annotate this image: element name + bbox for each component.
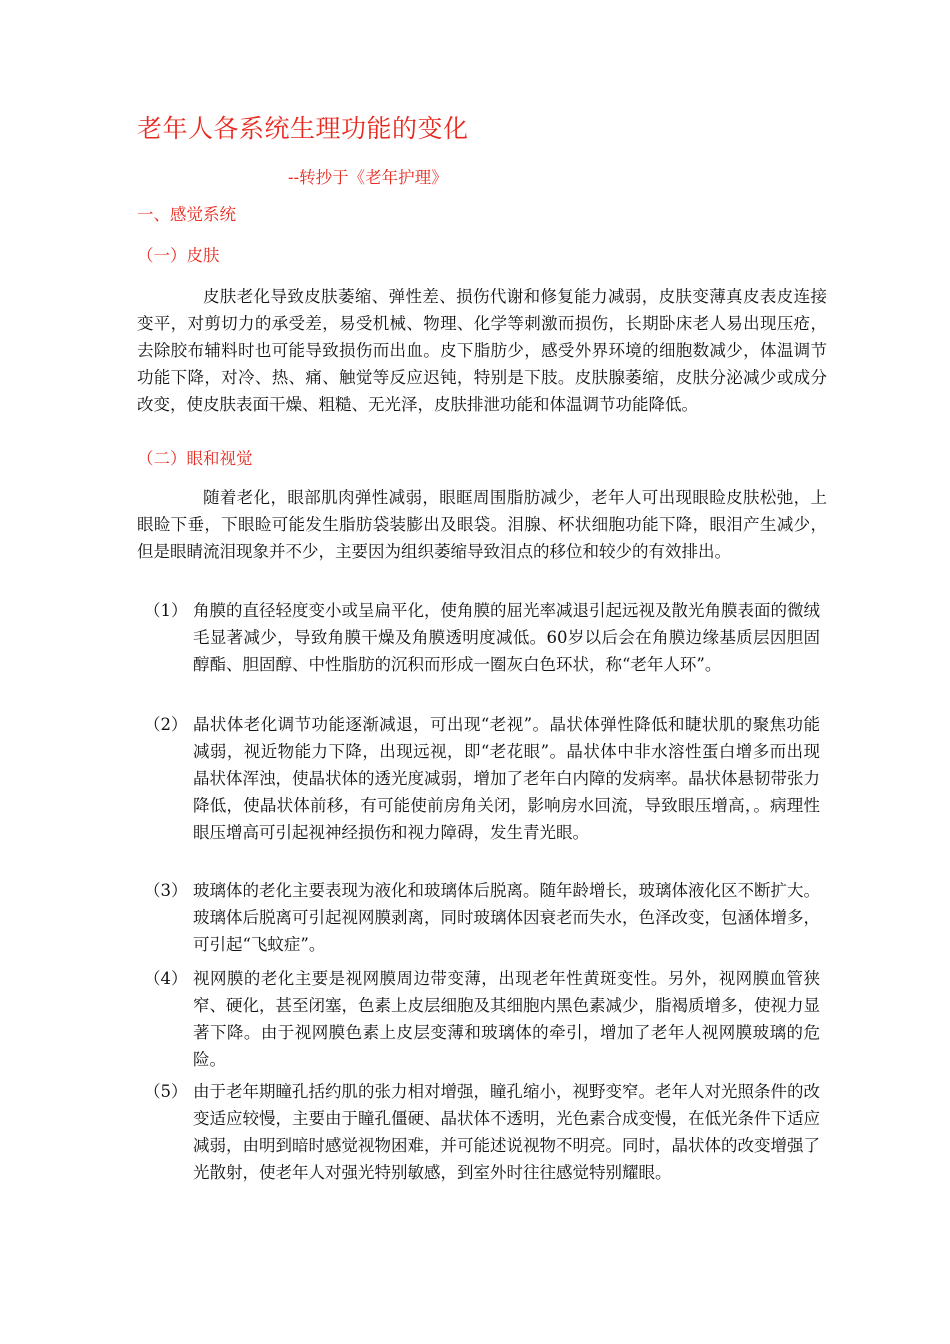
paragraph-eye: 随着老化，眼部肌肉弹性减弱，眼眶周围脂肪减少，老年人可出现眼睑皮肤松弛，上眼睑下垂，下眼睑可能发生脂肪袋装膨出及眼袋。泪腺、杯状细胞功能下降，眼泪产生减少，但是眼睛流泪现象并不少，主要因为组织萎缩导致泪点的移位和较少的有效排出。 [137, 488, 827, 561]
list-item-text: 晶状体老化调节功能逐渐减退，可出现“老视”。晶状体弹性降低和睫状肌的聚焦功能减弱，视近物能力下降，出现远视，即“老花眼”。晶状体中非水溶性蛋白增多而出现晶状体浑浊，使晶状体的透光度减弱，增加了老年白内障的发病率。晶状体悬韧带张力降低，使晶状体前移，有可能使前房角关闭，影响房水回流，导致眼压增高，。病理性眼压增高可引起视神经损伤和视力障碍，发生青光眼。 [193, 715, 820, 842]
list-item-text: 由于老年期瞳孔括约肌的张力相对增强，瞳孔缩小，视野变窄。老年人对光照条件的改变适应较慢，主要由于瞳孔僵硬、晶状体不透明，光色素合成变慢，在低光条件下适应减弱，由明到暗时感觉视物困难，并可能述说视物不明亮。同时，晶状体的改变增强了光散射，使老年人对强光特别敏感，到室外时往往感觉特别耀眼。 [193, 1082, 820, 1182]
list-item-text: 玻璃体的老化主要表现为液化和玻璃体后脱离。随年龄增长，玻璃体液化区不断扩大。玻璃体后脱离可引起视网膜剥离，同时玻璃体因衰老而失水，色泽改变，包涵体增多，可引起“飞蚊症”。 [193, 881, 820, 954]
list-item [144, 597, 820, 678]
list-item-text: 角膜的直径轻度变小或呈扁平化，使角膜的屈光率减退引起远视及散光角膜表面的微绒毛显著减少，导致角膜干燥及角膜透明度减低。60岁以后会在角膜边缘基质层因胆固醇酯、胆固醇、中性脂肪的沉积而形成一圈灰白色环状，称“老年人环”。 [193, 601, 820, 674]
document-title: 老年人各系统生理功能的变化 [137, 114, 469, 143]
section-heading-sensory: 一、感觉系统 [137, 205, 236, 224]
subsection-heading-skin: （一）皮肤 [137, 246, 220, 265]
list-item-number: （2） [144, 715, 188, 734]
list-item [144, 711, 820, 846]
list-item [144, 965, 820, 1073]
list-item-number: （4） [144, 969, 188, 988]
list-item-number: （5） [144, 1082, 188, 1101]
list-item-number: （1） [144, 601, 188, 620]
paragraph-skin: 皮肤老化导致皮肤萎缩、弹性差、损伤代谢和修复能力减弱，皮肤变薄真皮表皮连接变平，对剪切力的承受差，易受机械、物理、化学等刺激而损伤，长期卧床老人易出现压疮，去除胶布辅料时也可能导致损伤而出血。皮下脂肪少，感受外界环境的细胞数减少，体温调节功能下降，对冷、热、痛、触觉等反应迟钝，特别是下肢。皮肤腺萎缩，皮肤分泌减少或成分改变，使皮肤表面干燥、粗糙、无光泽，皮肤排泄功能和体温调节功能降低。 [137, 287, 827, 414]
list-item [144, 877, 820, 958]
list-item-number: （3） [144, 881, 188, 900]
list-item [144, 1078, 820, 1186]
document-subtitle: --转抄于《老年护理》 [288, 168, 448, 187]
list-item-text: 视网膜的老化主要是视网膜周边带变薄，出现老年性黄斑变性。另外，视网膜血管狭窄、硬化，甚至闭塞，色素上皮层细胞及其细胞内黑色素减少，脂褐质增多，使视力显著下降。由于视网膜色素上皮层变薄和玻璃体的牵引，增加了老年人视网膜玻璃的危险。 [193, 969, 820, 1069]
subsection-heading-eye: （二）眼和视觉 [137, 449, 253, 468]
